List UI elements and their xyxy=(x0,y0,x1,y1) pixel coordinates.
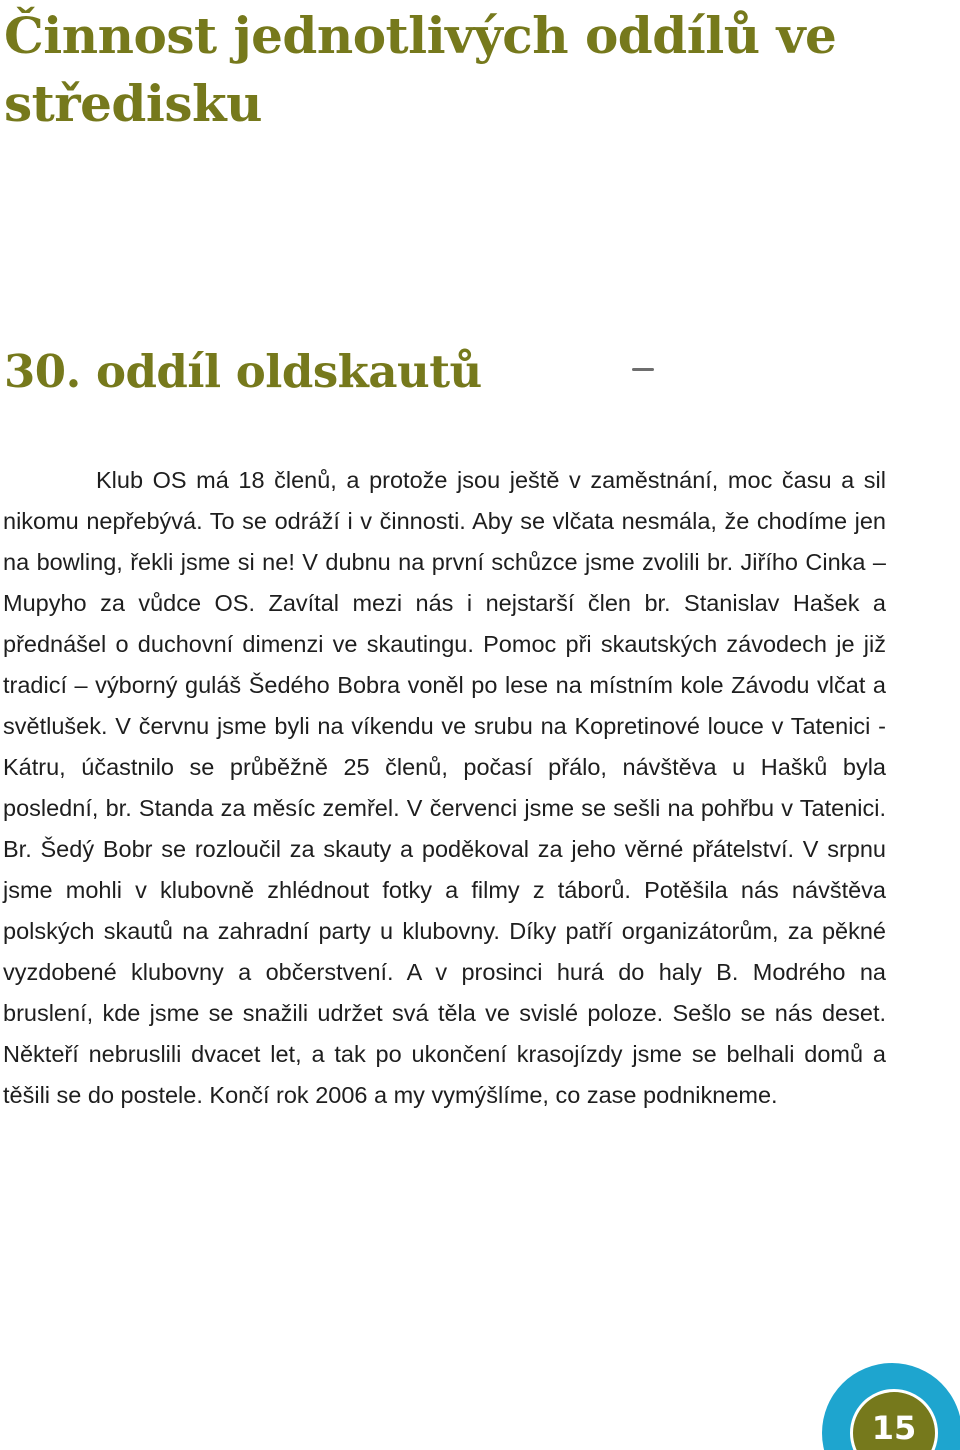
page-number-badge xyxy=(822,1363,960,1450)
section-heading: 30. oddíl oldskautů xyxy=(4,345,482,398)
decorative-dash xyxy=(632,368,654,371)
page-number: 15 xyxy=(871,1409,917,1447)
page-title: Činnost jednotlivých oddílů ve středisku xyxy=(4,6,837,133)
page-number-circle xyxy=(850,1389,938,1450)
article-paragraph: Klub OS má 18 členů, a protože jsou ještě v zaměstnání, moc času a sil nikomu nepřebývá. To se odráží i v činnosti. Aby se vlčata nesmála, že chodíme jen na bowling, řekli jsme si ne! V dubnu na první schůzce jsme zvolili br. Jiřího Cinka – Mupyho za vůdce OS. Zavítal mezi nás i nejstarší člen br. Stanislav Hašek a přednášel o duchovní dimenzi ve skautingu. Pomoc při skautských závodech je již tradicí – výborný guláš Šedého Bobra voněl po lese na místním kole Závodu vlčat a světlušek. V červnu jsme byli na víkendu ve srubu na Kopretinové louce v Tatenici - Kátru, účastnilo se průběžně 25 členů, počasí přálo, návštěva u Hašků byla poslední, br. Standa za měsíc zemřel. V červenci jsme se sešli na pohřbu v Tatenici. Br. Šedý Bobr se rozloučil za skauty a poděkoval za jeho věrné přátelství. V srpnu jsme mohli v klubovně zhlédnout fotky a filmy z táborů. Potěšila nás návštěva polských skautů na zahradní party u klubovny. Díky patří organizátorům, za pěkné vyzdobené klubovny a občerstvení. A v prosinci hurá do haly B. Modrého na bruslení, kde jsme se snažili udržet svá těla ve svislé poloze. Sešlo se nás deset. Někteří nebruslili dvacet let, a tak po ukončení krasojízdy jsme se belhali domů a těšili se do postele. Končí rok 2006 a my vymýšlíme, co zase podnikneme. xyxy=(3,467,886,1108)
